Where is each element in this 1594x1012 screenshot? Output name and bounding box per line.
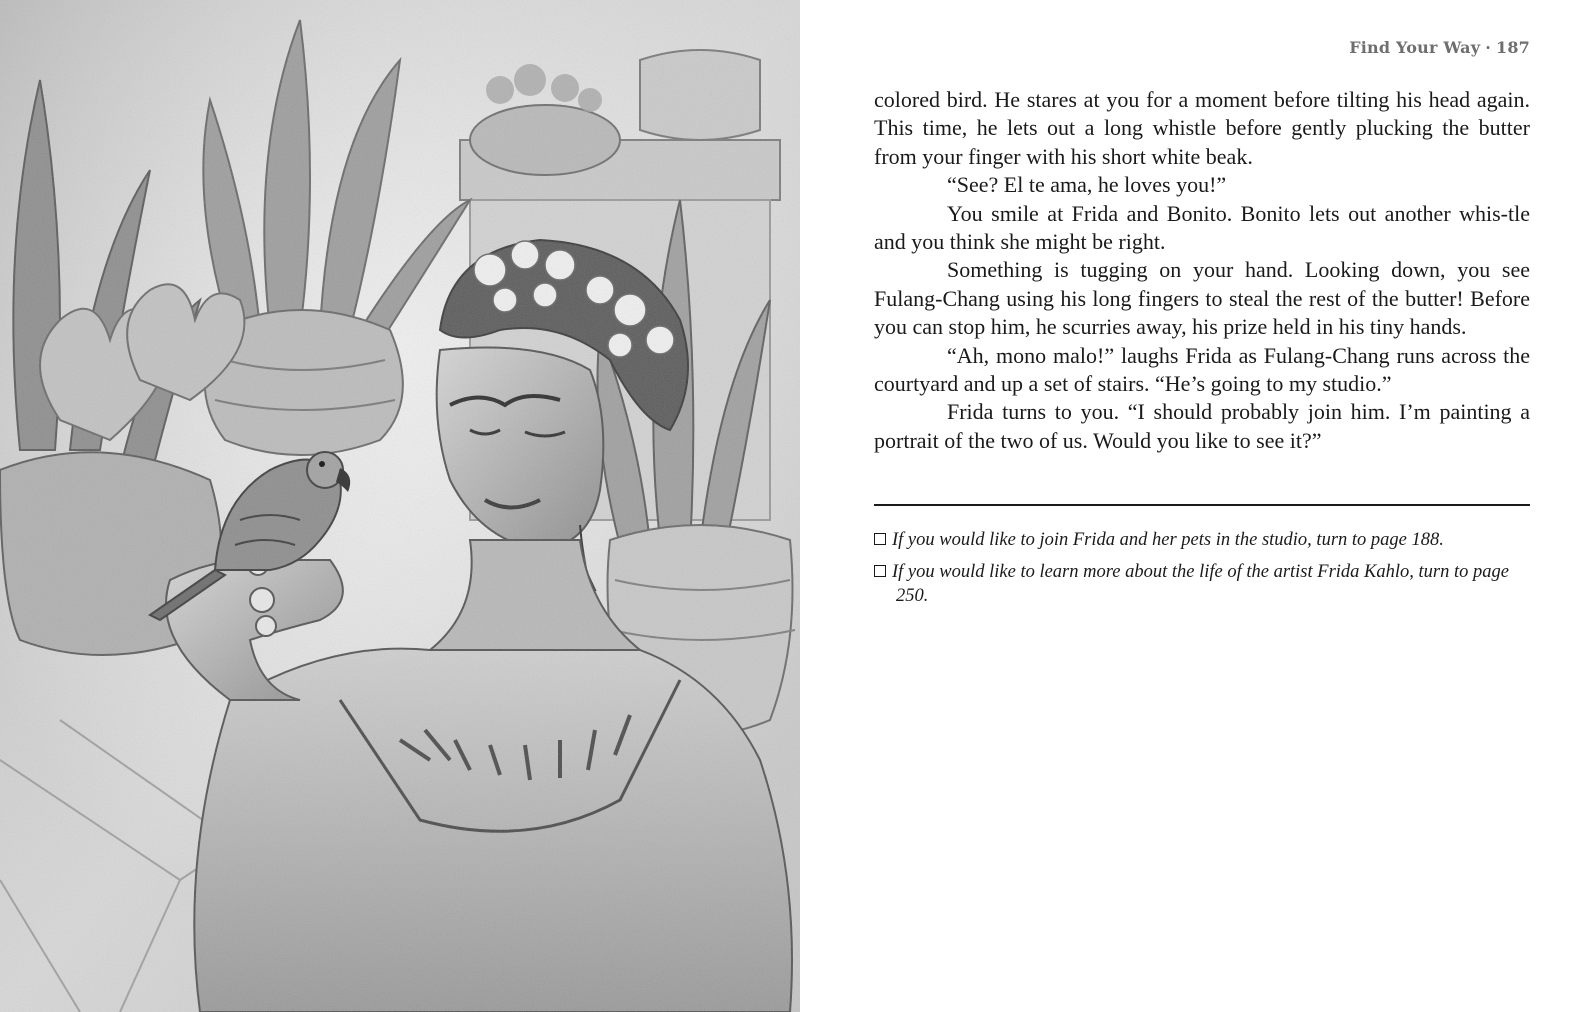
- running-head: [1349, 38, 1530, 57]
- checkbox-icon[interactable]: [874, 533, 886, 545]
- section-divider: [874, 504, 1530, 506]
- book-title: Find Your Way: [1349, 38, 1481, 57]
- choice-text: If you would like to learn more about the life of the artist Frida Kahlo, turn to page 250.: [892, 561, 1509, 606]
- text-page: [874, 0, 1530, 1012]
- paragraph: Something is tugging on your hand. Looking down, you see Fulang-Chang using his long fingers to steal the rest of the butter! Before you can stop him, he scurries away, his prize held in his tiny hands.: [874, 257, 1530, 340]
- paragraph: You smile at Frida and Bonito. Bonito lets out another whis-tle and you think she might be right.: [874, 200, 1530, 255]
- choice-text: If you would like to join Frida and her pets in the studio, turn to page 188.: [892, 530, 1444, 550]
- checkbox-icon[interactable]: [874, 565, 886, 577]
- page-number: 187: [1496, 38, 1530, 57]
- paragraph: “See? El te ama, he loves you!”: [947, 172, 1227, 198]
- choice-item[interactable]: [874, 560, 1530, 609]
- choices-list: [874, 528, 1530, 616]
- paragraph: Frida turns to you. “I should probably join him. I’m painting a portrait of the two of us. Would you like to see it?”: [874, 399, 1530, 453]
- paragraph: colored bird. He stares at you for a moment before tilting his head again. This time, he lets out a long whistle before gently plucking the butter from your finger with his short white beak.: [874, 87, 1530, 169]
- body-text: [874, 86, 1530, 455]
- header-separator: ·: [1485, 38, 1491, 57]
- paragraph: “Ah, mono malo!” laughs Frida as Fulang-Chang runs across the courtyard and up a set of stairs. “He’s going to my studio.”: [874, 342, 1530, 397]
- choice-item[interactable]: [874, 528, 1530, 553]
